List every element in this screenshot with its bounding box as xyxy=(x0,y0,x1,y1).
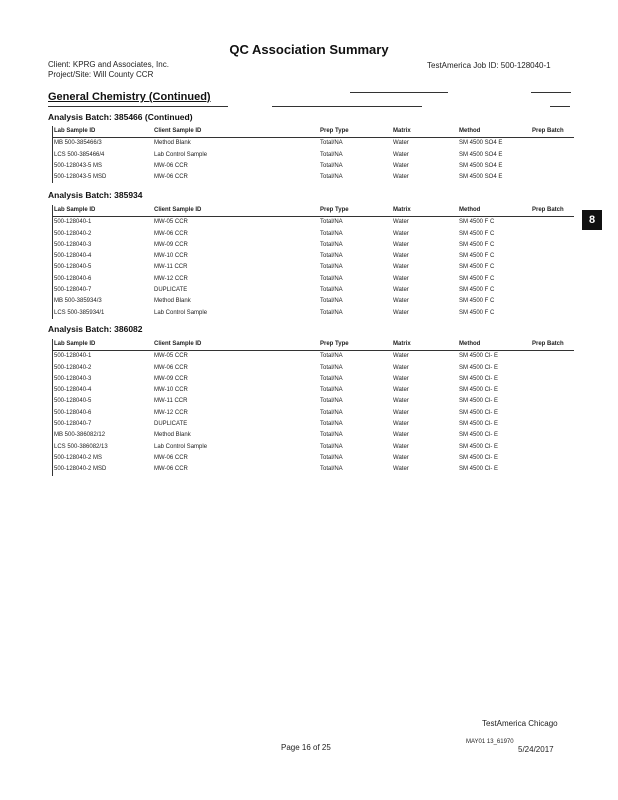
cell: Method Blank xyxy=(154,432,191,439)
table-row xyxy=(53,240,575,251)
col-header: Matrix xyxy=(393,126,459,138)
section-rule xyxy=(550,106,570,107)
cell: Total/NA xyxy=(320,219,343,226)
cell: MW-12 CCR xyxy=(154,409,188,416)
cell: Total/NA xyxy=(320,264,343,271)
cell: Water xyxy=(393,409,409,416)
table-row xyxy=(53,385,575,396)
cell: 500-128040-6 xyxy=(53,274,155,285)
col-header: Prep Type xyxy=(320,205,393,217)
cell xyxy=(532,385,574,396)
batch-title: Analysis Batch: 385466 (Continued) xyxy=(48,112,193,122)
cell: SM 4500 F C xyxy=(459,287,495,294)
table-row xyxy=(53,172,575,183)
cell xyxy=(532,308,574,319)
col-header: Lab Sample ID xyxy=(53,126,155,138)
section-rule xyxy=(272,106,422,107)
cell: Water xyxy=(393,309,409,316)
table-row xyxy=(53,351,575,363)
cell: MW-10 CCR xyxy=(154,253,188,260)
header-rule xyxy=(531,92,571,93)
table-row xyxy=(53,138,575,150)
cell: LCS 500-386082/13 xyxy=(53,442,155,453)
cell: Water xyxy=(393,264,409,271)
cell xyxy=(532,150,574,161)
cell xyxy=(532,274,574,285)
cell: Water xyxy=(393,353,409,360)
table-row xyxy=(53,262,575,273)
table-header-row xyxy=(53,339,575,351)
cell xyxy=(532,240,574,251)
cell: Total/NA xyxy=(320,466,343,473)
cell: Water xyxy=(393,174,409,181)
table-row xyxy=(53,374,575,385)
cell: MW-10 CCR xyxy=(154,387,188,394)
cell: Total/NA xyxy=(320,409,343,416)
cell xyxy=(532,419,574,430)
cell: Water xyxy=(393,387,409,394)
table-row xyxy=(53,285,575,296)
cell: 500-128040-3 xyxy=(53,374,155,385)
cell: Water xyxy=(393,454,409,461)
table-row xyxy=(53,363,575,374)
cell xyxy=(532,138,574,150)
cell: MW-06 CCR xyxy=(154,174,188,181)
cell: SM 4500 Cl- E xyxy=(459,466,499,473)
cell xyxy=(532,229,574,240)
cell: MW-05 CCR xyxy=(154,353,188,360)
col-header: Prep Batch xyxy=(532,126,574,138)
cell: Lab Control Sample xyxy=(154,443,208,450)
cell xyxy=(532,453,574,464)
batch-table xyxy=(52,339,574,476)
cell: Water xyxy=(393,298,409,305)
cell: 500-128040-2 MSD xyxy=(53,464,155,475)
cell: Water xyxy=(393,364,409,371)
cell: 500-128040-1 xyxy=(53,217,155,229)
cell: SM 4500 Cl- E xyxy=(459,353,499,360)
cell: 500-128043-5 MSD xyxy=(53,172,155,183)
cell: SM 4500 F C xyxy=(459,219,495,226)
client-name: Client: KPRG and Associates, Inc. xyxy=(48,60,169,69)
cell: 500-128040-4 xyxy=(53,385,155,396)
cell: Total/NA xyxy=(320,174,343,181)
col-header: Prep Type xyxy=(320,126,393,138)
cell: MB 500-385934/3 xyxy=(53,296,155,307)
table-row xyxy=(53,217,575,229)
section-tab-badge: 8 xyxy=(582,210,602,230)
cell: SM 4500 Cl- E xyxy=(459,432,499,439)
table-row xyxy=(53,251,575,262)
cell: MW-09 CCR xyxy=(154,241,188,248)
col-header: Lab Sample ID xyxy=(53,339,155,351)
cell: MW-06 CCR xyxy=(154,454,188,461)
cell: MW-11 CCR xyxy=(154,264,188,271)
cell: SM 4500 Cl- E xyxy=(459,454,499,461)
col-header: Prep Batch xyxy=(532,205,574,217)
cell: Water xyxy=(393,443,409,450)
cell: 500-128043-5 MS xyxy=(53,161,155,172)
cell: 500-128040-2 MS xyxy=(53,453,155,464)
cell xyxy=(532,374,574,385)
cell: MW-12 CCR xyxy=(154,275,188,282)
cell: SM 4500 SO4 E xyxy=(459,174,503,181)
cell: SM 4500 Cl- E xyxy=(459,364,499,371)
cell: SM 4500 F C xyxy=(459,241,495,248)
cell: Water xyxy=(393,287,409,294)
cell: MW-06 CCR xyxy=(154,364,188,371)
col-header: Prep Type xyxy=(320,339,393,351)
batch-table xyxy=(52,205,574,319)
cell xyxy=(532,363,574,374)
cell: DUPLICATE xyxy=(154,421,188,428)
cell: SM 4500 F C xyxy=(459,298,495,305)
table-row xyxy=(53,464,575,475)
cell: SM 4500 F C xyxy=(459,275,495,282)
cell xyxy=(532,285,574,296)
section-title: General Chemistry (Continued) xyxy=(48,91,211,103)
table-row xyxy=(53,442,575,453)
col-header: Matrix xyxy=(393,339,459,351)
cell xyxy=(532,430,574,441)
table-header-row xyxy=(53,126,575,138)
cell: Total/NA xyxy=(320,398,343,405)
cell: Total/NA xyxy=(320,298,343,305)
cell: Total/NA xyxy=(320,287,343,294)
cell: Total/NA xyxy=(320,364,343,371)
cell: Total/NA xyxy=(320,151,343,158)
table-row xyxy=(53,229,575,240)
batch-table xyxy=(52,126,574,183)
cell: MB 500-385466/3 xyxy=(53,138,155,150)
table-row xyxy=(53,150,575,161)
cell: SM 4500 F C xyxy=(459,264,495,271)
cell: Water xyxy=(393,151,409,158)
cell: MW-05 CCR xyxy=(154,219,188,226)
table-row xyxy=(53,396,575,407)
cell: Total/NA xyxy=(320,230,343,237)
cell: Water xyxy=(393,140,409,147)
table-row xyxy=(53,419,575,430)
job-id: TestAmerica Job ID: 500-128040-1 xyxy=(427,61,551,70)
table-row xyxy=(53,308,575,319)
table-row xyxy=(53,161,575,172)
cell: LCS 500-385466/4 xyxy=(53,150,155,161)
col-header: Method xyxy=(459,126,532,138)
cell: Water xyxy=(393,230,409,237)
cell: Total/NA xyxy=(320,162,343,169)
cell xyxy=(532,251,574,262)
cell: 500-128040-7 xyxy=(53,419,155,430)
footer-lab-name: TestAmerica Chicago xyxy=(482,719,558,728)
cell xyxy=(532,217,574,229)
cell: SM 4500 F C xyxy=(459,309,495,316)
cell: Total/NA xyxy=(320,432,343,439)
cell: Lab Control Sample xyxy=(154,309,208,316)
col-header: Method xyxy=(459,339,532,351)
cell: Total/NA xyxy=(320,454,343,461)
cell: SM 4500 F C xyxy=(459,253,495,260)
cell: 500-128040-5 xyxy=(53,396,155,407)
cell: Water xyxy=(393,162,409,169)
cell xyxy=(532,296,574,307)
cell: Total/NA xyxy=(320,421,343,428)
cell: Total/NA xyxy=(320,253,343,260)
cell: SM 4500 Cl- E xyxy=(459,398,499,405)
cell: SM 4500 SO4 E xyxy=(459,162,503,169)
cell: Total/NA xyxy=(320,353,343,360)
cell: SM 4500 F C xyxy=(459,230,495,237)
table-row xyxy=(53,408,575,419)
cell: 500-128040-7 xyxy=(53,285,155,296)
cell: 500-128040-6 xyxy=(53,408,155,419)
cell: SM 4500 SO4 E xyxy=(459,151,503,158)
col-header: Method xyxy=(459,205,532,217)
cell: Water xyxy=(393,466,409,473)
cell: Total/NA xyxy=(320,140,343,147)
cell xyxy=(532,351,574,363)
cell xyxy=(532,172,574,183)
cell: Total/NA xyxy=(320,387,343,394)
cell: Water xyxy=(393,375,409,382)
header-rule xyxy=(350,92,448,93)
cell: 500-128040-2 xyxy=(53,229,155,240)
project-site: Project/Site: Will County CCR xyxy=(48,70,154,79)
footer-date: 5/24/2017 xyxy=(518,745,554,754)
cell: MW-06 CCR xyxy=(154,162,188,169)
section-rule xyxy=(48,106,228,107)
batch-title: Analysis Batch: 386082 xyxy=(48,324,143,334)
col-header: Client Sample ID xyxy=(154,339,320,351)
cell: Method Blank xyxy=(154,298,191,305)
cell xyxy=(532,161,574,172)
table-row xyxy=(53,453,575,464)
cell: Lab Control Sample xyxy=(154,151,208,158)
cell: MW-06 CCR xyxy=(154,230,188,237)
col-header: Client Sample ID xyxy=(154,205,320,217)
cell: 500-128040-3 xyxy=(53,240,155,251)
cell: Total/NA xyxy=(320,309,343,316)
cell xyxy=(532,442,574,453)
cell: MW-09 CCR xyxy=(154,375,188,382)
cell: LCS 500-385934/1 xyxy=(53,308,155,319)
table-row xyxy=(53,296,575,307)
cell: MW-11 CCR xyxy=(154,398,188,405)
cell: SM 4500 Cl- E xyxy=(459,421,499,428)
cell: SM 4500 Cl- E xyxy=(459,443,499,450)
cell: 500-128040-1 xyxy=(53,351,155,363)
cell: Total/NA xyxy=(320,443,343,450)
cell xyxy=(532,262,574,273)
cell: Total/NA xyxy=(320,241,343,248)
cell xyxy=(532,464,574,475)
cell: 500-128040-2 xyxy=(53,363,155,374)
cell: Total/NA xyxy=(320,275,343,282)
cell: MW-06 CCR xyxy=(154,466,188,473)
cell xyxy=(532,396,574,407)
col-header: Lab Sample ID xyxy=(53,205,155,217)
cell: Water xyxy=(393,253,409,260)
batch-title: Analysis Batch: 385934 xyxy=(48,190,143,200)
cell: Water xyxy=(393,398,409,405)
table-header-row xyxy=(53,205,575,217)
cell: MB 500-386082/12 xyxy=(53,430,155,441)
cell: DUPLICATE xyxy=(154,287,188,294)
table-row xyxy=(53,274,575,285)
cell: SM 4500 Cl- E xyxy=(459,375,499,382)
cell: Water xyxy=(393,421,409,428)
footer-doc-id: MAY01 13_61970 xyxy=(466,739,514,745)
footer-page-number: Page 16 of 25 xyxy=(281,743,331,752)
cell: Water xyxy=(393,432,409,439)
col-header: Matrix xyxy=(393,205,459,217)
cell: Water xyxy=(393,241,409,248)
cell: Water xyxy=(393,275,409,282)
cell: Total/NA xyxy=(320,375,343,382)
cell: Water xyxy=(393,219,409,226)
cell: SM 4500 SO4 E xyxy=(459,140,503,147)
cell: Method Blank xyxy=(154,140,191,147)
col-header: Client Sample ID xyxy=(154,126,320,138)
page-title: QC Association Summary xyxy=(229,42,389,57)
cell: SM 4500 Cl- E xyxy=(459,387,499,394)
cell: 500-128040-5 xyxy=(53,262,155,273)
cell: 500-128040-4 xyxy=(53,251,155,262)
cell: SM 4500 Cl- E xyxy=(459,409,499,416)
table-row xyxy=(53,430,575,441)
col-header: Prep Batch xyxy=(532,339,574,351)
cell xyxy=(532,408,574,419)
